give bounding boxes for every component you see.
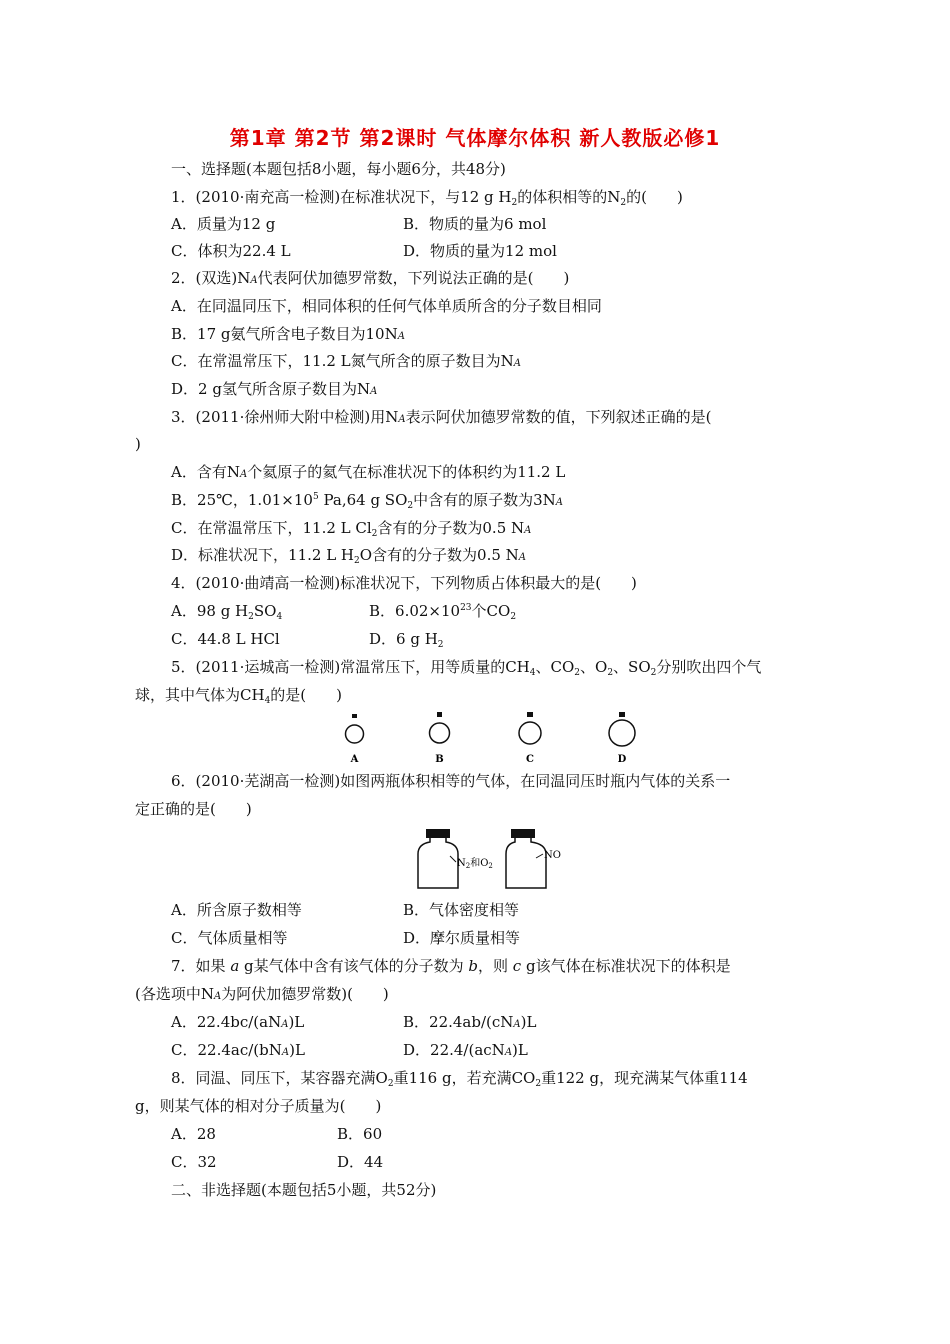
q3-option-b: B．25℃，$1.01\times 10^5$ Pa,64 g $SO_2$中含有的原子数为3NA — [171, 491, 564, 511]
page-title: 第1章 第2节 第2课时 气体摩尔体积 新人教版必修1 — [229, 126, 721, 150]
q8-option-d: D．44 — [337, 1153, 384, 1171]
q8-option-b: B．60 — [337, 1125, 383, 1143]
q5-stem: 5．(2011·运城高一检测)常温常压下，用等质量的$CH_4$、$CO_2$、$O_2$、$SO_2$分别吹出四个气 — [171, 658, 762, 678]
balloon-b — [430, 712, 450, 765]
q2-option-a: A．在同温同压下，相同体积的任何气体单质所含的分子数目相同 — [171, 297, 602, 315]
q7-option-b: B．22.4ab/(cNA)L — [403, 1013, 537, 1031]
section-heading-choice: 一、选择题(本题包括8小题，每小题6分，共48分) — [171, 160, 506, 178]
q6-option-d: D．摩尔质量相等 — [403, 929, 521, 947]
q3-stem-end: ) — [135, 435, 141, 453]
q6-option-c: C．气体质量相等 — [171, 929, 288, 947]
section-heading-non-choice: 二、非选择题(本题包括5小题，共52分) — [171, 1181, 437, 1199]
q6-option-a: A．所含原子数相等 — [171, 901, 302, 919]
q7-option-a: A．22.4bc/(aNA)L — [171, 1013, 305, 1031]
q8-stem-line2: g，则某气体的相对分子质量为( ) — [135, 1097, 382, 1115]
q2-option-b: B．17 g氨气所含电子数目为10NA — [171, 325, 405, 343]
q3-option-c: C．在常温常压下，11.2 L $Cl_2$含有的分子数为0.5 NA — [171, 519, 532, 539]
q5-stem-line2: 球，其中气体为$CH_4$的是( ) — [135, 686, 343, 706]
q4-option-a: A．98 g $H_2SO_4$ — [171, 602, 283, 622]
q7-stem: 7．如果 a g某气体中含有该气体的分子数为 b，则 c g该气体在标准状况下的体积是 — [171, 957, 731, 975]
balloon-a — [346, 714, 364, 765]
q8-option-c: C．32 — [171, 1153, 217, 1171]
q1-option-c: C．体积为22.4 L — [171, 242, 291, 260]
q4-option-b: B．$6.02\times 10^{23}$个$CO_2$ — [369, 602, 517, 622]
bottle-n2-o2 — [418, 829, 493, 888]
q3-stem: 3．(2011·徐州师大附中检测)用NA表示阿伏加德罗常数的值，下列叙述正确的是( — [171, 408, 712, 426]
q3-option-a: A．含有NA个氦原子的氦气在标准状况下的体积约为11.2 L — [171, 463, 566, 481]
q6-stem-line2: 定正确的是( ) — [135, 800, 252, 818]
balloon-label-a: A — [350, 754, 359, 765]
balloons-figure — [330, 712, 650, 768]
q1-stem: 1．(2010·南充高一检测)在标准状况下，与12 g $H_2$的体积相等的$N_2$的( ) — [171, 188, 683, 208]
gas-bottles-figure — [410, 826, 580, 892]
q8-option-a: A．28 — [171, 1125, 216, 1143]
q1-option-a: A．质量为12 g — [171, 215, 276, 233]
q7-option-c: C．22.4ac/(bNA)L — [171, 1041, 305, 1059]
q4-option-c: C．44.8 L HCl — [171, 630, 280, 648]
q3-option-d: D．标准状况下，11.2 L $H_2O$含有的分子数为0.5 NA — [171, 546, 527, 566]
q6-stem: 6．(2010·芜湖高一检测)如图两瓶体积相等的气体，在同温同压时瓶内气体的关系一 — [171, 772, 731, 790]
q8-stem: 8．同温、同压下，某容器充满$O_2$重116 g，若充满$CO_2$重122 g，现充满某气体重114 — [171, 1069, 748, 1089]
bottle-label-n2-o2: $N_2$和$O_2$ — [457, 858, 493, 870]
q7-stem-line2: (各选项中NA为阿伏加德罗常数)( ) — [135, 985, 389, 1003]
balloon-d — [609, 712, 635, 765]
bottle-label-no: NO — [544, 850, 561, 861]
balloon-label-d: D — [617, 754, 627, 765]
q2-stem: 2．(双选)NA代表阿伏加德罗常数，下列说法正确的是( ) — [171, 269, 570, 287]
q1-option-d: D．物质的量为12 mol — [403, 242, 557, 260]
q6-option-b: B．气体密度相等 — [403, 901, 520, 919]
q1-option-b: B．物质的量为6 mol — [403, 215, 547, 233]
q2-option-d: D．2 g氢气所含原子数目为NA — [171, 380, 378, 398]
q7-option-d: D．22.4/(acNA)L — [403, 1041, 528, 1059]
balloon-c — [519, 712, 541, 765]
q2-option-c: C．在常温常压下，11.2 L氮气所含的原子数目为NA — [171, 352, 521, 370]
q4-stem: 4．(2010·曲靖高一检测)标准状况下，下列物质占体积最大的是( ) — [171, 574, 637, 592]
q4-option-d: D．6 g $H_2$ — [369, 630, 444, 650]
bottle-no — [506, 829, 561, 888]
balloon-label-c: C — [526, 754, 534, 765]
balloon-label-b: B — [435, 754, 444, 765]
